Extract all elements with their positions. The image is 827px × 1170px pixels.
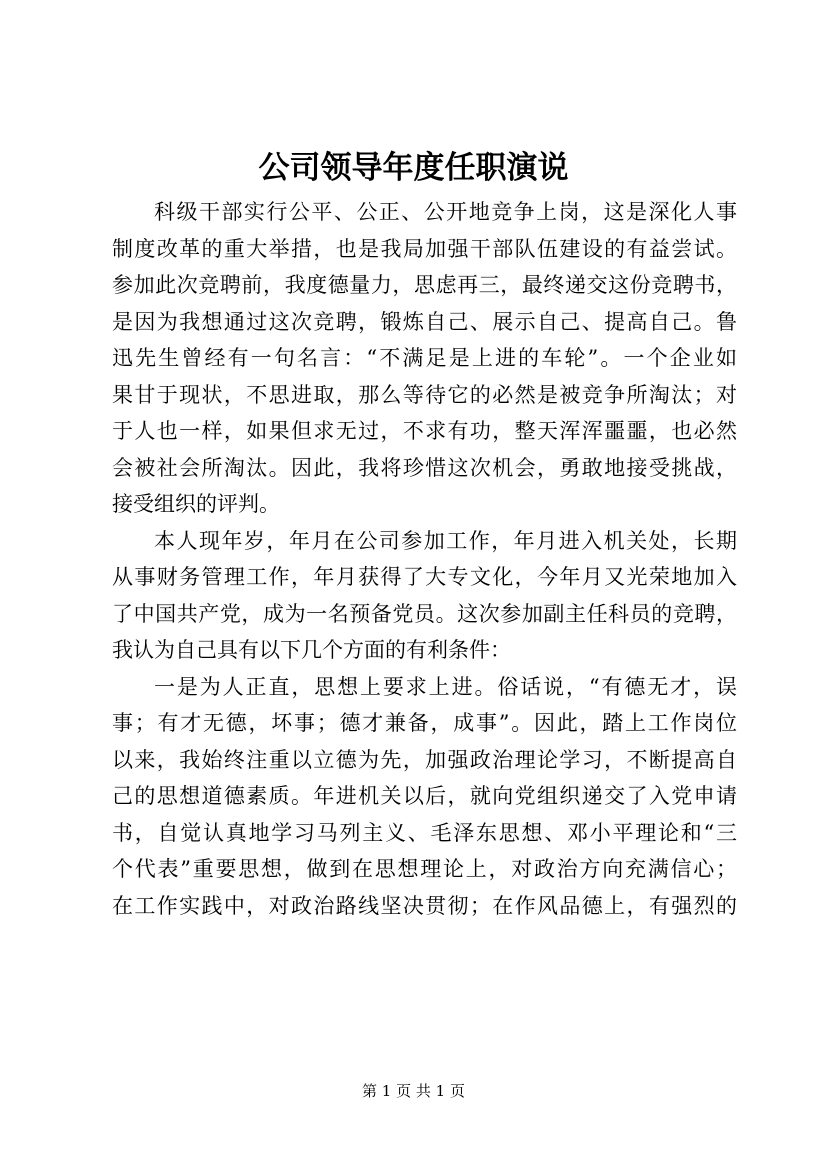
text-line: 迅先生曾经有一句名言：“不满足是上进的车轮”。一个企业如: [112, 346, 737, 370]
text-line: 个代表”重要思想，做到在思想理论上，对政治方向充满信心；: [112, 857, 737, 881]
text-line: 以来，我始终注重以立德为先，加强政治理论学习，不断提高自: [112, 747, 737, 772]
document-title: 公司领导年度任职演说: [258, 150, 569, 186]
text-line: 科级干部实行公平、公正、公开地竞争上岗，这是深化人事: [154, 200, 737, 224]
text-line: 是因为我想通过这次竞聘，锻炼自己、展示自己、提高自己。鲁: [112, 309, 737, 334]
page-footer: 第 1 页 共 1 页: [362, 1082, 465, 1100]
text-line: 于人也一样，如果但求无过，不求有功，整天浑浑噩噩，也必然: [112, 419, 737, 443]
text-line: 事；有才无德，坏事；德才兼备，成事”。因此，踏上工作岗位: [112, 711, 737, 735]
text-line: 一是为人正直，思想上要求上进。俗话说，“有德无才，误: [154, 674, 737, 699]
paragraph-3: [112, 669, 737, 925]
text-line: 在工作实践中，对政治路线坚决贯彻；在作风品德上，有强烈的: [112, 893, 737, 918]
text-line: 己的思想道德素质。年进机关以后，就向党组织递交了入党申请: [112, 784, 737, 808]
text-line: 果甘于现状，不思进取，那么等待它的必然是被竞争所淘汰；对: [112, 382, 737, 407]
text-line: 从事财务管理工作，年月获得了大专文化，今年月又光荣地加入: [112, 565, 737, 589]
document-body: [112, 194, 737, 924]
text-line: 制度改革的重大举措，也是我局加强干部队伍建设的有益尝试。: [112, 236, 737, 261]
text-line: 了中国共产党，成为一名预备党员。这次参加副主任科员的竞聘，: [112, 601, 737, 626]
text-line: 本人现年岁，年月在公司参加工作，年月进入机关处，长期: [154, 528, 737, 553]
text-line: 我认为自己具有以下几个方面的有利条件：: [112, 638, 511, 662]
text-line: 会被社会所淘汰。因此，我将珍惜这次机会，勇敢地接受挑战，: [112, 455, 737, 480]
paragraph-2: [112, 523, 737, 669]
paragraph-1: [112, 194, 737, 523]
text-line: 参加此次竞聘前，我度德量力，思虑再三，最终递交这份竞聘书，: [112, 273, 737, 297]
text-line: 书，自觉认真地学习马列主义、毛泽东思想、邓小平理论和“三: [112, 820, 737, 845]
text-line: 接受组织的评判。: [112, 492, 280, 516]
